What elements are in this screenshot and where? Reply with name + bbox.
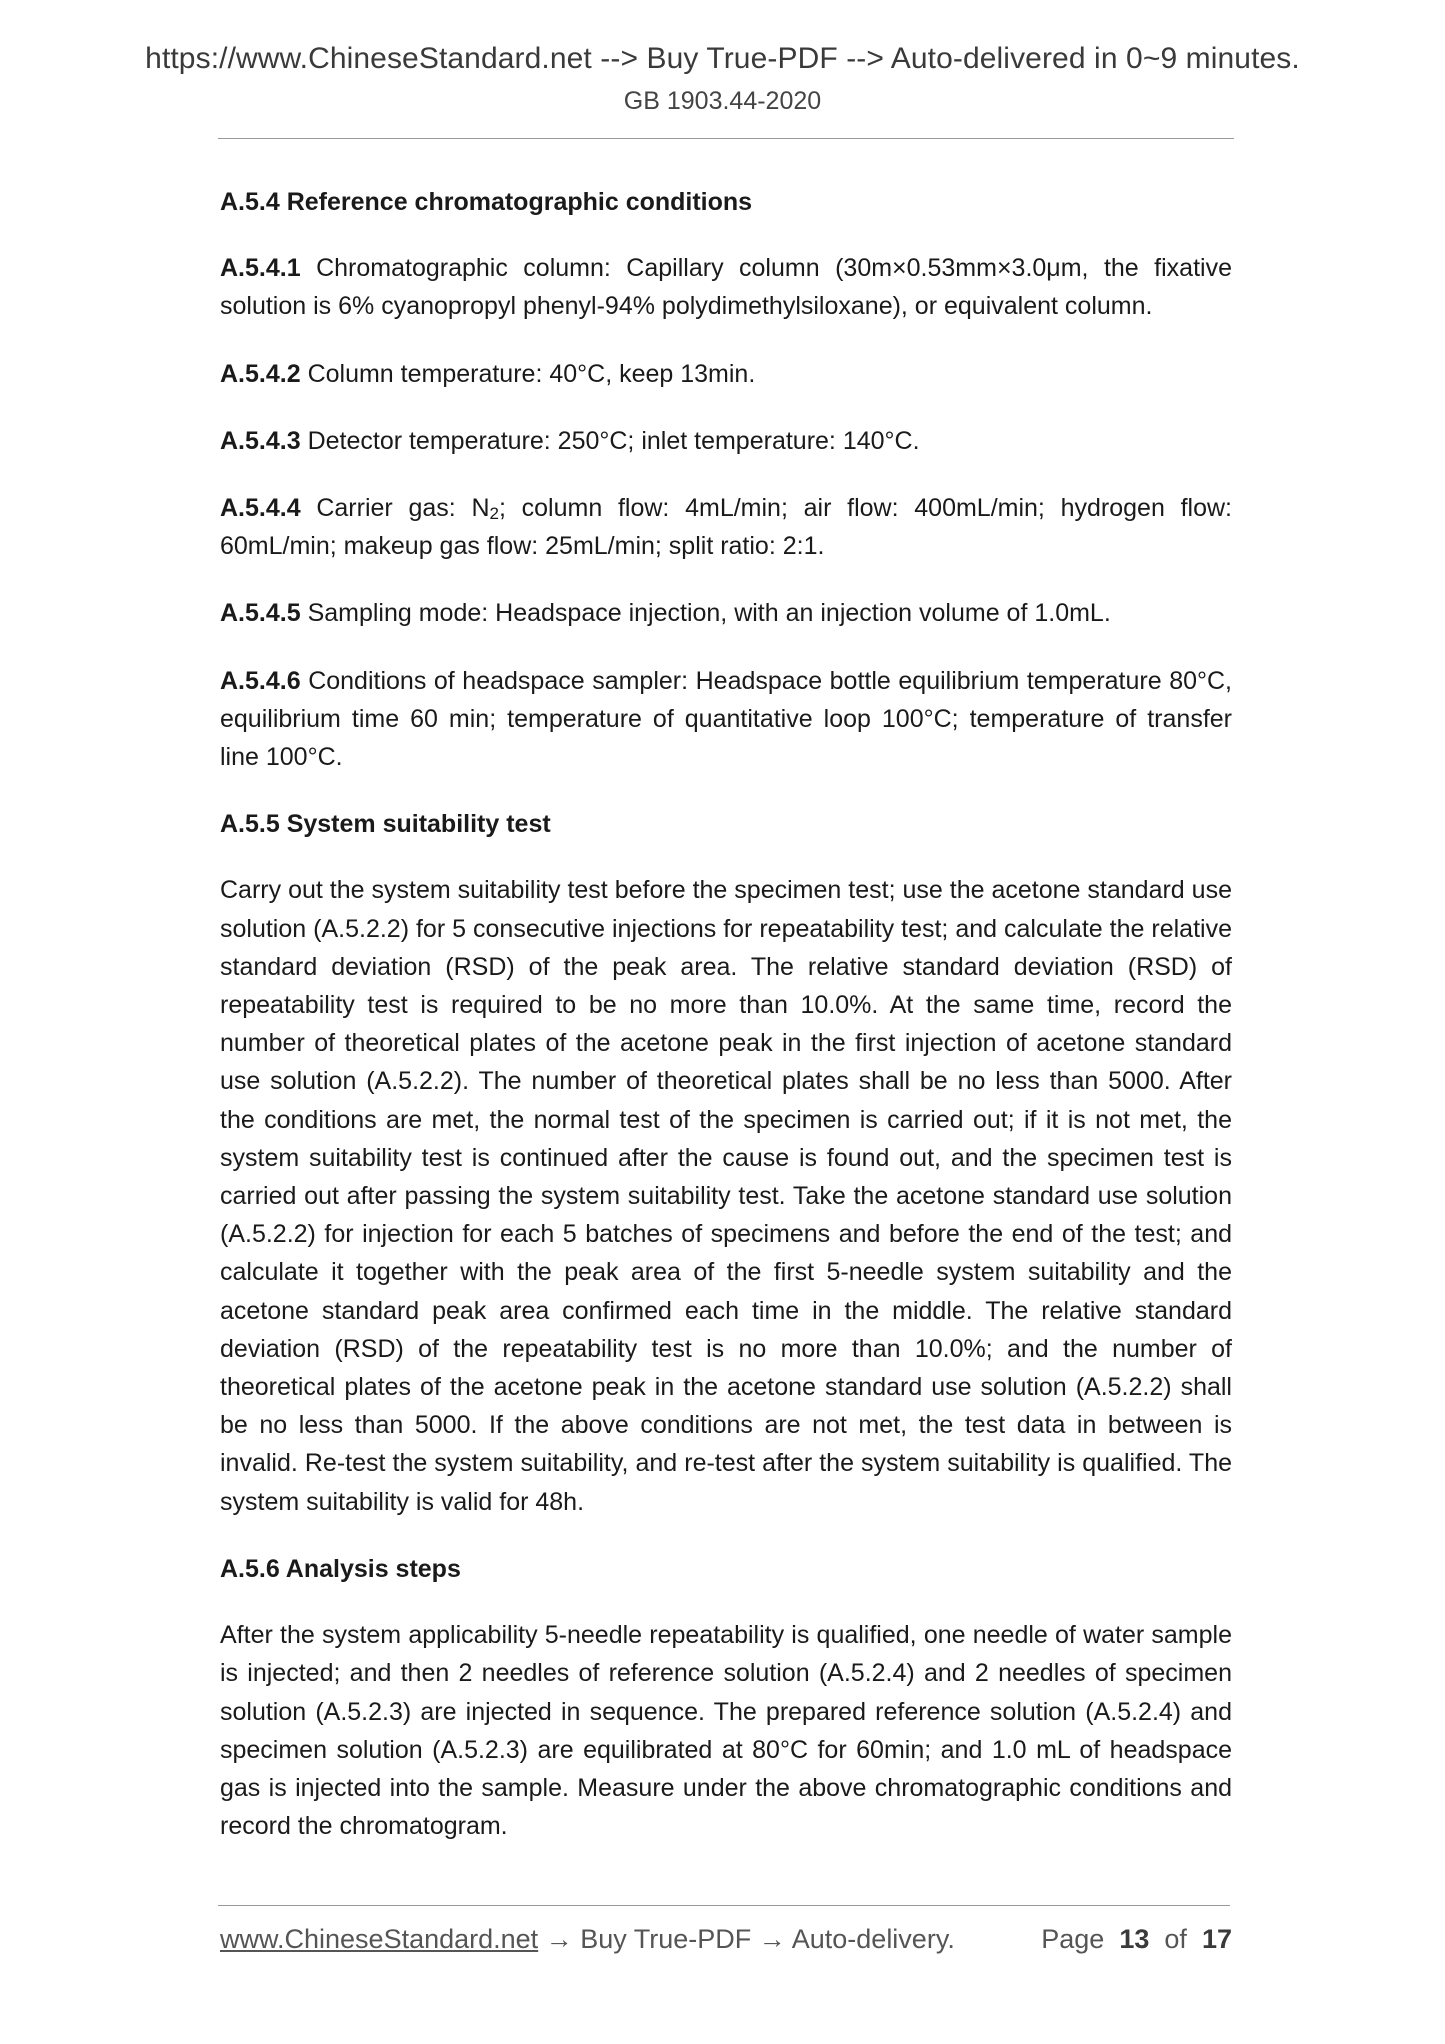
clause-text: Carrier gas: N xyxy=(316,494,490,523)
page-label: Page xyxy=(1041,1924,1105,1954)
clause-number: A.5.4.5 xyxy=(220,599,301,628)
clause-text: Sampling mode: Headspace injection, with an injection volume of 1.0mL. xyxy=(307,599,1111,628)
clause-number: A.5.4.3 xyxy=(220,426,301,455)
clause-number: A.5.4.4 xyxy=(220,494,301,523)
paragraph-analysis-steps: After the system applicability 5-needle repeatability is qualified, one needle of water sample is injected; and then 2 needles of reference solution (A.5.2.4) and 2 needles of specimen solution (A.5.2.3) are injected in sequence. The prepared reference solution (A.5.2.4) and specimen solution (A.5.2.3) are equilibrated at 80°C for 60min; and 1.0 mL of headspace gas is injected into the sample. Measure under the above chromatographic conditions and record the chromatogram. xyxy=(220,1621,1232,1841)
clause-a543 xyxy=(220,422,1232,460)
section-heading-a56: A.5.6 Analysis steps xyxy=(220,1554,461,1583)
page-number: 13 xyxy=(1119,1924,1150,1954)
paragraph-system-suitability: Carry out the system suitability test before the specimen test; use the acetone standard use solution (A.5.2.2) for 5 consecutive injections for repeatability test; and calculate the relative standard deviation (RSD) of the peak area. The relative standard deviation (RSD) of repeatability test is required to be no more than 10.0%. At the same time, record the number of theoretical plates of the acetone peak in the first injection of acetone standard use solution (A.5.2.2). The number of theoretical plates shall be no less than 5000. After the conditions are met, the normal test of the specimen is carried out; if it is not met, the system suitability test is continued after the cause is found out, and the specimen test is carried out after passing the system suitability test. Take the acetone standard use solution (A.5.2.2) for injection for each 5 batches of specimens and before the end of the test; and calculate it together with the peak area of the first 5-needle system suitability and the acetone standard peak area confirmed each time in the middle. The relative standard deviation (RSD) of the repeatability test is no more than 10.0%; and the number of theoretical plates of the acetone peak in the acetone standard use solution (A.5.2.2) shall be no less than 5000. If the above conditions are not met, the test data in between is invalid. Re-test the system suitability, and re-test after the system suitability is qualified. The system suitability is valid for 48h. xyxy=(220,876,1232,1516)
clause-a546 xyxy=(220,662,1232,777)
of-label: of xyxy=(1164,1924,1187,1954)
document-code: GB 1903.44-2020 xyxy=(623,87,822,115)
header-divider xyxy=(218,138,1234,139)
page-indicator xyxy=(1041,1924,1232,1955)
clause-text-continued: ; column flow: 4mL/min; air flow: 400mL/min; hydrogen flow: 60mL/min; makeup gas flow: 25mL/min; split ratio: 2:1. xyxy=(220,494,1232,561)
subscript: 2 xyxy=(489,504,499,524)
footer-link[interactable]: www.ChineseStandard.net xyxy=(220,1924,539,1954)
section-heading-a55: A.5.5 System suitability test xyxy=(220,810,551,839)
clause-a541 xyxy=(220,249,1232,325)
clause-text: Conditions of headspace sampler: Headspace bottle equilibrium temperature 80°C, equilibrium time 60 min; temperature of quantitative loop 100°C; temperature of transfer line 100°C. xyxy=(220,666,1232,772)
clause-number: A.5.4.1 xyxy=(220,254,301,283)
section-heading-a54: A.5.4 Reference chromatographic conditions xyxy=(220,188,753,216)
clause-a542 xyxy=(220,355,1232,393)
header-banner: https://www.ChineseStandard.net --> Buy True-PDF --> Auto-delivered in 0~9 minutes. xyxy=(145,42,1300,75)
clause-text: Column temperature: 40°C, keep 13min. xyxy=(307,359,756,388)
clause-text: Chromatographic column: Capillary column (30m×0.53mm×3.0μm, the fixative solution is 6% cyanopropyl phenyl-94% polydimethylsiloxane), or equivalent column. xyxy=(220,254,1232,321)
clause-a545 xyxy=(220,594,1232,632)
page-total: 17 xyxy=(1201,1924,1232,1954)
footer-text: → Buy True-PDF → Auto-delivery. xyxy=(538,1924,955,1954)
clause-number: A.5.4.6 xyxy=(220,666,301,695)
clause-text: Detector temperature: 250°C; inlet temperature: 140°C. xyxy=(307,426,920,455)
document-body xyxy=(220,183,1232,1874)
footer-divider xyxy=(218,1905,1230,1906)
clause-a544 xyxy=(220,489,1232,565)
page-footer xyxy=(220,1924,1232,1960)
clause-number: A.5.4.2 xyxy=(220,359,301,388)
